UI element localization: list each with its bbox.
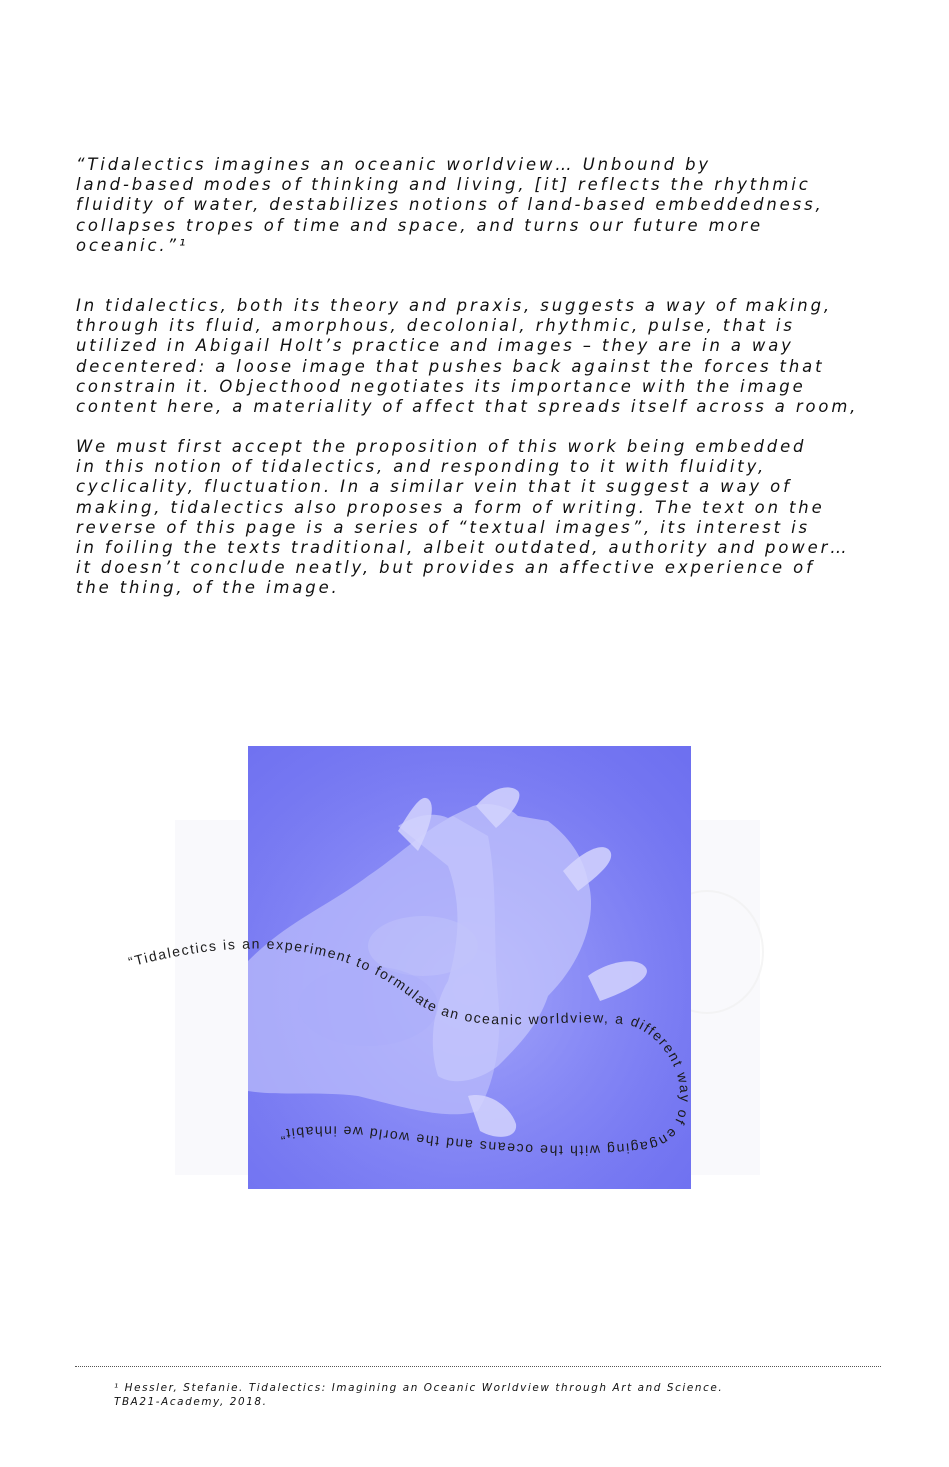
paragraph-tidalectics-praxis: In tidalectics, both its theory and praxis, suggests a way of making, through its fluid, amorphous, decolonial, rhythmic, pulse, that is utilized in Abigail Holt’s practice and images – they are in a way decentered: a loose image that pushes back against the forces that constrain it. Objecthood negotiates its importance with the image content here, a materiality of affect that spreads itself across a room, (76, 296, 859, 417)
opening-quote: “Tidalectics imagines an oceanic worldview… Unbound by land-based modes of thinking and living, [it] reflects the rhythmic fluidity of water, destabilizes notions of land-based embeddedness, collapses tropes of time and space, and turns our future more oceanic.”¹ (76, 155, 824, 255)
footnote-divider (75, 1366, 881, 1367)
curved-quote-textpath: “Tidalectics is an experiment to formulate an oceanic worldview, a different way of engaging with the oceans and the world we inhabit” (126, 935, 694, 1159)
artwork-figure (0, 720, 949, 1320)
footnote-citation: ¹ Hessler, Stefanie. Tidalectics: Imagining an Oceanic Worldview through Art and Science. TBA21-Academy, 2018. (114, 1382, 724, 1408)
paragraph-textual-images: We must first accept the proposition of this work being embedded in this notion of tidalectics, and responding to it with fluidity, cyclicality, fluctuation. In a similar vein that it suggest a way of making, tidalectics also proposes a form of writing. The text on the reverse of this page is a series of “textual images”, its interest is in foiling the texts traditional, albeit outdated, authority and power… it doesn’t conclude neatly, but provides an affective experience of the thing, of the image. (76, 437, 850, 598)
curved-quote-svg (0, 720, 949, 1320)
curved-quote-text (127, 936, 694, 1159)
